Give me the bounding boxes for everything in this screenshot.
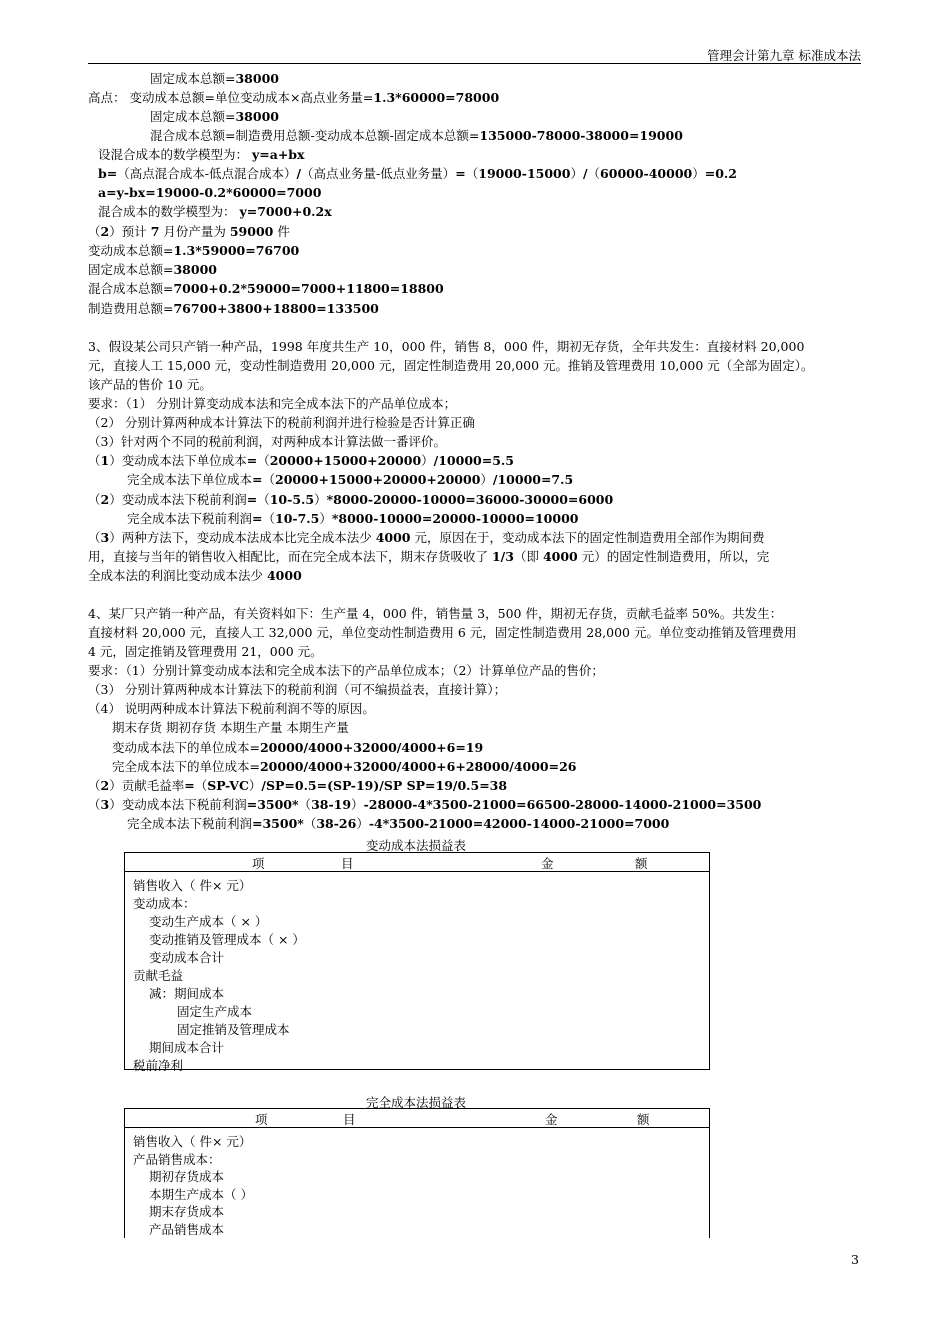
text-line — [112, 739, 483, 757]
text-run: ） — [356, 816, 369, 831]
table1-row: 变动成本： — [133, 896, 196, 911]
text-run: 设混合成本的数学模型为： — [98, 147, 252, 162]
text-run: 期末存货 期初存货 本期生产量 本期生产量 — [112, 720, 349, 735]
text-run: （ — [257, 453, 270, 468]
text-run: a=y-bx=19000-0.2*60000=7000 — [98, 185, 322, 200]
table1-row: 变动成本合计 — [149, 950, 225, 965]
text-line — [88, 681, 506, 699]
text-line — [88, 223, 290, 241]
text-run: ）变动成本法下单位成本 — [109, 453, 247, 468]
text-run: /10000=5.5 — [433, 453, 514, 468]
table1-row: 变动生产成本（ × ） — [149, 914, 268, 929]
text-line — [88, 280, 444, 298]
text-run: ）贡献毛益率 — [109, 778, 185, 793]
text-line — [88, 357, 814, 375]
text-run: =0.2 — [704, 166, 737, 181]
text-line — [112, 719, 349, 737]
text-run: （ — [262, 472, 276, 487]
text-run: *8000-10000=20000-10000=10000 — [331, 511, 579, 526]
text-run: （ — [257, 492, 270, 507]
text-run: 3、假设某公司只产销一种产品，1998 年度共生产 10，000 件，销售 8，000 件，期初无存货，全年共发生：直接材料 20,000 — [88, 339, 805, 354]
text-run: 20000/4000+32000/4000+6=19 — [259, 740, 484, 755]
table1-row: 变动推销及管理成本（ × ） — [149, 932, 305, 947]
text-run: -4*3500-21000=42000-14000-21000=7000 — [368, 816, 670, 831]
text-line — [112, 758, 577, 776]
text-run: SP-VC — [207, 778, 249, 793]
text-run: ） — [319, 511, 332, 526]
text-run: / — [296, 166, 302, 181]
text-run: 20000/4000+32000/4000+6+28000/4000=26 — [259, 759, 577, 774]
text-run: =3500* — [252, 816, 304, 831]
text-run: y=7000+0.2x — [239, 204, 332, 219]
text-run: 固定成本总额= — [150, 109, 236, 124]
text-run: 20000+15000+20000 — [269, 453, 422, 468]
text-line — [150, 127, 683, 145]
text-run: （ — [88, 224, 101, 239]
text-line — [88, 700, 375, 718]
text-line — [88, 643, 323, 661]
text-run: = — [246, 492, 258, 507]
text-line — [88, 567, 302, 585]
text-run: 固定成本总额= — [88, 262, 174, 277]
text-run: = — [455, 166, 466, 181]
table2-header — [125, 1109, 709, 1128]
text-run: = — [184, 778, 195, 793]
text-run: 变动成本总额= — [88, 243, 174, 258]
text-run: / — [582, 166, 588, 181]
text-run: 固定成本总额= — [150, 71, 236, 86]
text-line — [127, 471, 573, 489]
table2-col-item-a: 项 — [255, 1112, 268, 1127]
text-run: 件 — [273, 224, 290, 239]
text-line — [88, 300, 379, 318]
text-run: ） — [351, 797, 364, 812]
text-line — [88, 548, 769, 566]
table1-row: 销售收入（ 件× 元） — [133, 878, 252, 893]
text-run: ） — [570, 166, 583, 181]
table1-row: 税前净利 — [133, 1058, 184, 1073]
text-run: 4000 — [266, 568, 302, 583]
text-run: 19000-15000 — [478, 166, 571, 181]
text-run: 7000+0.2*59000=7000+11800=18800 — [173, 281, 444, 296]
table1-row: 贡献毛益 — [133, 968, 184, 983]
text-run: 完全成本法下税前利润 — [127, 511, 253, 526]
text-run: （高点混合成本-低点混合成本） — [117, 166, 297, 181]
text-run: 混合成本的数学模型为： — [98, 204, 240, 219]
text-run: 要求：（1）分别计算变动成本法和完全成本法下的产品单位成本；（2）计算单位产品的售价； — [88, 663, 604, 678]
text-run: 38-26 — [316, 816, 357, 831]
table1-row: 固定推销及管理成本 — [177, 1022, 290, 1037]
text-run: ）变动成本法下税前利润 — [109, 492, 247, 507]
text-run: 元，直接人工 15,000 元，变动性制造费用 20,000 元，固定性制造费用 20,000 元。推销及管理费用 10,000 元（全部为固定）。 — [88, 358, 814, 373]
text-run: （ — [88, 492, 101, 507]
text-run: 用，直接与当年的销售收入相配比，而在完全成本法下，期末存货吸收了 — [88, 549, 492, 564]
table1-row: 减：期间成本 — [149, 986, 225, 1001]
text-run: 2 — [100, 778, 110, 793]
text-run: 高点： 变动成本总额=单位变动成本×高点业务量= — [88, 90, 374, 105]
text-run: ）两种方法下，变动成本法成本比完全成本法少 — [109, 530, 376, 545]
text-run: （即 — [513, 549, 543, 564]
text-run: （ — [465, 166, 479, 181]
text-run: 变动成本法下的单位成本= — [112, 740, 260, 755]
table1-row: 固定生产成本 — [177, 1004, 253, 1019]
text-run: 4000 — [375, 530, 411, 545]
text-run: /10000=7.5 — [492, 472, 574, 487]
text-run: 4 元，固定推销及管理费用 21，000 元。 — [88, 644, 323, 659]
text-run: 10-7.5 — [275, 511, 320, 526]
text-run: 制造费用总额= — [88, 301, 174, 316]
page-number: 3 — [851, 1252, 859, 1267]
text-run: 元，原因在于，变动成本法下的固定性制造费用全部作为期间费 — [410, 530, 765, 545]
text-line — [88, 261, 217, 279]
table1-header — [125, 853, 709, 872]
text-run: （2） 分别计算两种成本计算法下的税前利润并进行检验是否计算正确 — [88, 415, 475, 430]
text-run: 4、某厂只产销一种产品，有关资料如下：生产量 4，000 件，销售量 3，500 件，期初无存货，贡献毛益率 50%。共发生： — [88, 606, 783, 621]
table1-col-item-a: 项 — [252, 856, 265, 871]
text-run: 月份产量为 — [159, 224, 230, 239]
text-run: =3500* — [246, 797, 299, 812]
text-run: （ — [298, 797, 312, 812]
text-run: = — [252, 472, 263, 487]
table2-row: 产品销售成本 — [149, 1221, 225, 1237]
text-line — [88, 242, 299, 260]
table2-row: 销售收入（ 件× 元） — [133, 1134, 252, 1149]
text-run: *8000-20000-10000=36000-30000=6000 — [326, 492, 614, 507]
text-run: ） — [314, 492, 327, 507]
text-run: 38-19 — [311, 797, 352, 812]
text-run: 混合成本总额=制造费用总额-变动成本总额-固定成本总额= — [150, 128, 480, 143]
text-run: 1 — [100, 453, 110, 468]
text-run: = — [252, 511, 263, 526]
table1-row: 期间成本合计 — [149, 1040, 225, 1055]
text-line — [88, 624, 796, 642]
text-run: （ — [587, 166, 601, 181]
page-header — [88, 46, 861, 64]
text-run: ）变动成本法下税前利润 — [109, 797, 247, 812]
text-line — [98, 203, 332, 221]
text-run: 元）的固定性制造费用，所以，完 — [577, 549, 770, 564]
text-run: 完全成本法下单位成本 — [127, 472, 253, 487]
text-run: 该产品的售价 10 元。 — [88, 377, 212, 392]
text-line — [150, 108, 279, 126]
table2-row: 本期生产成本（ ） — [149, 1186, 253, 1202]
text-run: （3） 分别计算两种成本计算法下的税前利润（可不编损益表，直接计算）； — [88, 682, 507, 697]
text-run: 38000 — [235, 71, 279, 86]
text-line — [88, 777, 507, 795]
text-line — [88, 376, 212, 394]
text-run: （ — [194, 778, 208, 793]
text-line — [88, 662, 604, 680]
text-run: 76700+3800+18800=133500 — [173, 301, 379, 316]
text-run: 60000-40000 — [600, 166, 693, 181]
text-run: 20000+15000+20000+20000 — [275, 472, 481, 487]
text-line — [88, 529, 764, 547]
text-run: （3）针对两个不同的税前利润，对两种成本计算法做一番评价。 — [88, 434, 446, 449]
text-line — [98, 184, 321, 202]
text-run: 完全成本法下的单位成本= — [112, 759, 260, 774]
text-run: 全成本法的利润比变动成本法少 — [88, 568, 267, 583]
text-run: （ — [88, 453, 101, 468]
text-run: ） — [248, 778, 262, 793]
text-run: 135000-78000-38000=19000 — [479, 128, 683, 143]
text-run: 要求：（1） 分别计算变动成本法和完全成本法下的产品单位成本； — [88, 396, 457, 411]
text-run: b= — [98, 166, 118, 181]
table2-col-item-b: 目 — [343, 1112, 356, 1127]
text-run: （ — [303, 816, 317, 831]
absorption-costing-income-statement — [124, 1108, 710, 1238]
table2-title: 完全成本法损益表 — [366, 1095, 467, 1110]
text-run: y=a+bx — [251, 147, 305, 162]
text-run: （4） 说明两种成本计算法下税前利润不等的原因。 — [88, 701, 375, 716]
text-line — [98, 146, 305, 164]
table2-row: 期末存货成本 — [149, 1204, 225, 1219]
table2-row: 产品销售成本： — [133, 1151, 221, 1167]
text-run: 38000 — [235, 109, 279, 124]
table1-col-item-b: 目 — [341, 856, 354, 871]
text-run: （ — [262, 511, 276, 526]
variable-costing-income-statement — [124, 852, 710, 1073]
table2-col-amount-a: 金 — [545, 1112, 558, 1127]
text-run: 2 — [100, 224, 110, 239]
text-run: （ — [88, 797, 101, 812]
text-run: 1/3 — [491, 549, 514, 564]
text-run: 完全成本法下税前利润 — [127, 816, 253, 831]
text-run: 2 — [100, 492, 110, 507]
text-run: 混合成本总额= — [88, 281, 174, 296]
table1-col-amount-a: 金 — [541, 856, 554, 871]
text-run: 38000 — [173, 262, 217, 277]
table1-title: 变动成本法损益表 — [366, 838, 467, 853]
text-line — [88, 414, 475, 432]
text-line — [98, 165, 737, 183]
text-run: 1.3*60000=78000 — [373, 90, 500, 105]
text-run: （ — [88, 778, 101, 793]
text-run: 3 — [100, 797, 110, 812]
text-line — [88, 796, 761, 814]
text-line — [127, 815, 669, 833]
table2-col-amount-b: 额 — [637, 1112, 650, 1127]
text-run: = — [246, 453, 258, 468]
text-run: 3 — [100, 530, 110, 545]
text-line — [150, 70, 279, 88]
text-run: ）预计 — [109, 224, 151, 239]
text-run: /SP=0.5=(SP-19)/SP SP=19/0.5=38 — [261, 778, 508, 793]
text-line — [127, 510, 578, 528]
table1-col-amount-b: 额 — [635, 856, 648, 871]
text-run: -28000-4*3500-21000=66500-28000-14000-21000=3500 — [363, 797, 762, 812]
table2-row: 期初存货成本 — [149, 1169, 225, 1184]
text-run: 直接材料 20,000 元，直接人工 32,000 元，单位变动性制造费用 6 元，固定性制造费用 28,000 元。单位变动推销及管理费用 — [88, 625, 797, 640]
text-run: （ — [88, 530, 101, 545]
text-line — [88, 605, 782, 623]
text-run: 7 — [150, 224, 160, 239]
text-run: 10-5.5 — [269, 492, 315, 507]
header-title: 管理会计第九章 标准成本法 — [707, 48, 861, 63]
text-line — [88, 433, 446, 451]
text-run: 4000 — [542, 549, 578, 564]
text-line — [88, 491, 613, 509]
text-run: 59000 — [229, 224, 274, 239]
text-line — [88, 395, 456, 413]
text-run: 1.3*59000=76700 — [173, 243, 300, 258]
text-run: ） — [480, 472, 493, 487]
text-run: ） — [692, 166, 705, 181]
text-line — [88, 89, 499, 107]
text-line — [88, 338, 804, 356]
text-run: （高点业务量-低点业务量） — [301, 166, 456, 181]
text-run: ） — [421, 453, 434, 468]
text-line — [88, 452, 514, 470]
